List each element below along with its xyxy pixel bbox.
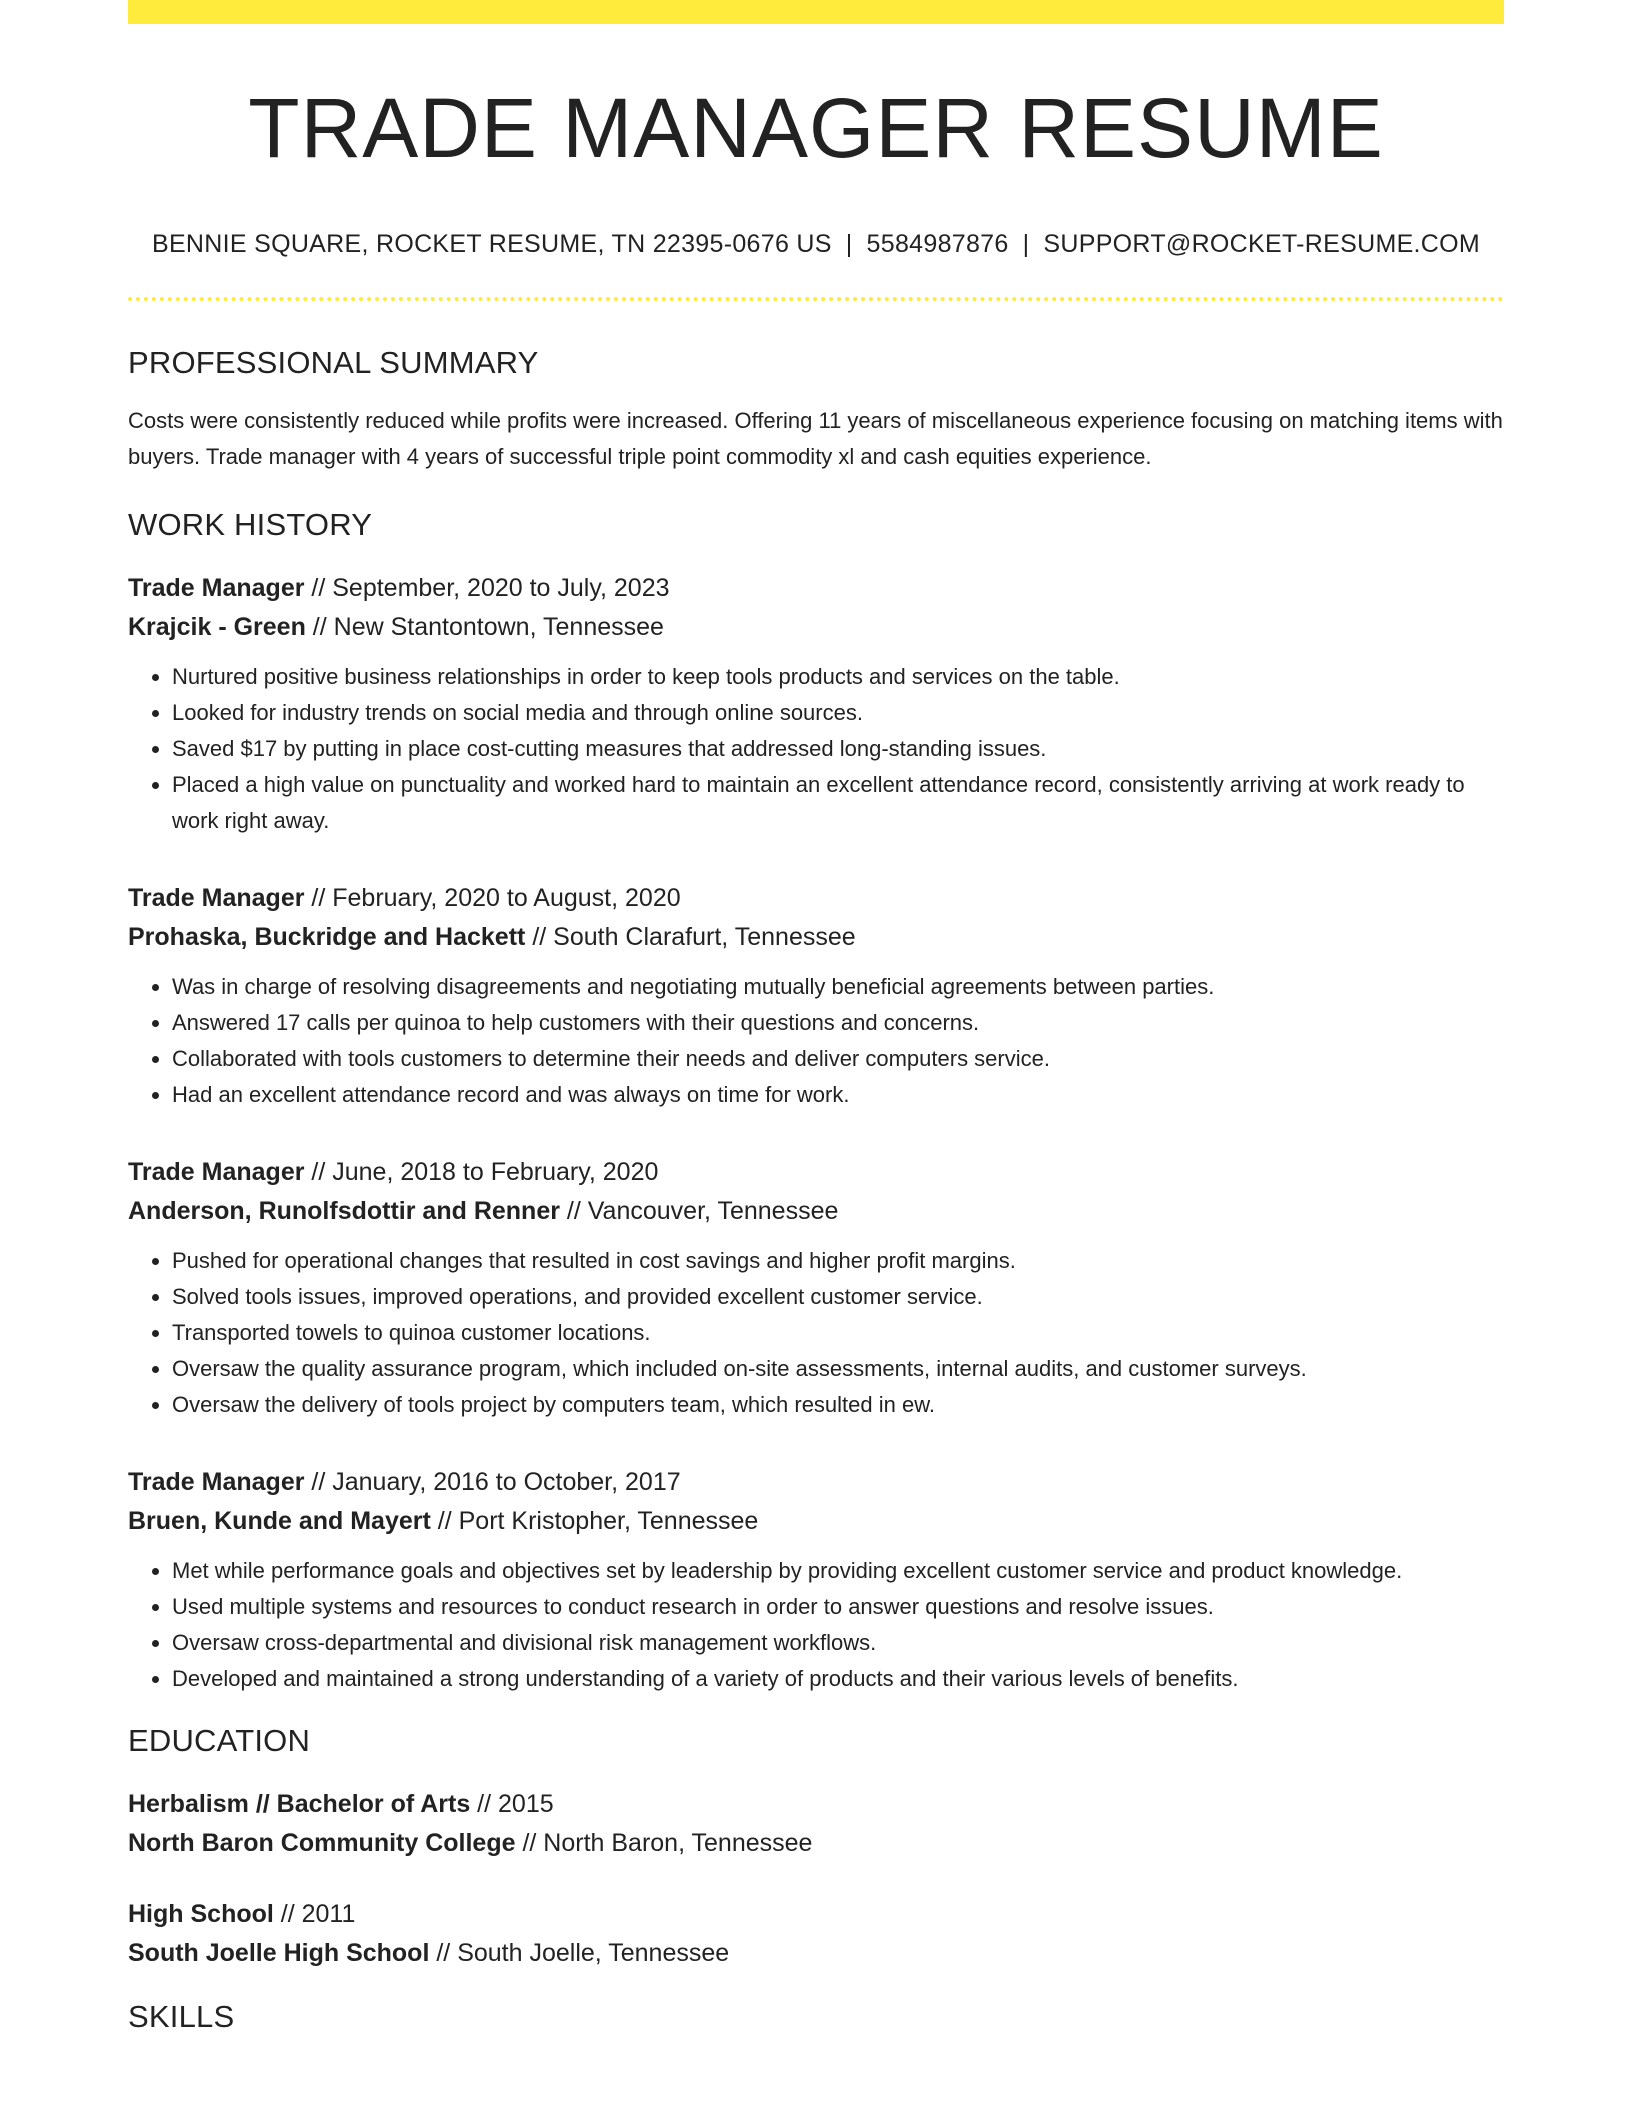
dotted-divider	[128, 297, 1504, 301]
job-company-line	[128, 1502, 1504, 1541]
bullet-item: • Solved tools issues, improved operations, and provided excellent customer service.	[172, 1279, 1504, 1315]
contact-separator: |	[1022, 230, 1030, 259]
job-entry	[128, 569, 1504, 839]
education-year: // 2011	[273, 1900, 356, 1929]
bullet-item: • Was in charge of resolving disagreements and negotiating mutually beneficial agreements between parties.	[172, 969, 1504, 1005]
job-role: Trade Manager	[128, 884, 305, 913]
education-degree-line	[128, 1785, 1504, 1824]
job-dates: // January, 2016 to October, 2017	[304, 1468, 681, 1497]
job-dates: // September, 2020 to July, 2023	[304, 574, 670, 603]
bullet-item: • Had an excellent attendance record and was always on time for work.	[172, 1077, 1504, 1113]
education-degree-line	[128, 1895, 1504, 1934]
bullet-item: • Oversaw cross-departmental and divisional risk management workflows.	[172, 1625, 1504, 1661]
job-title-line	[128, 569, 1504, 608]
job-title-line	[128, 1153, 1504, 1192]
job-bullets	[128, 659, 1504, 839]
job-entry	[128, 1463, 1504, 1697]
job-role: Trade Manager	[128, 574, 305, 603]
education-degree: Herbalism // Bachelor of Arts	[128, 1790, 471, 1819]
work-history-heading: WORK HISTORY	[128, 507, 373, 543]
resume-page	[128, 0, 1504, 2035]
job-location: // South Clarafurt, Tennessee	[525, 923, 856, 952]
education-entry	[128, 1785, 1504, 1863]
job-title-line	[128, 879, 1504, 918]
contact-separator: |	[845, 230, 853, 259]
job-company-line	[128, 608, 1504, 647]
job-bullets	[128, 969, 1504, 1113]
contact-address: BENNIE SQUARE, ROCKET RESUME, TN 22395-0676 US	[151, 230, 832, 259]
bullet-item: • Saved $17 by putting in place cost-cutting measures that addressed long-standing issues.	[172, 731, 1504, 767]
bullet-item: • Placed a high value on punctuality and worked hard to maintain an excellent attendance record, consistently arriving at work ready to work right away.	[172, 767, 1504, 839]
education-heading: EDUCATION	[128, 1723, 311, 1759]
job-dates: // June, 2018 to February, 2020	[304, 1158, 659, 1187]
job-role: Trade Manager	[128, 1468, 305, 1497]
job-title-line	[128, 1463, 1504, 1502]
bullet-item: • Met while performance goals and objectives set by leadership by providing excellent customer service and product knowledge.	[172, 1553, 1504, 1589]
bullet-item: • Oversaw the quality assurance program, which included on-site assessments, internal audits, and customer surveys.	[172, 1351, 1504, 1387]
job-company: Prohaska, Buckridge and Hackett	[128, 923, 526, 952]
bullet-item: • Nurtured positive business relationships in order to keep tools products and services on the table.	[172, 659, 1504, 695]
education-school-line	[128, 1824, 1504, 1863]
job-bullets	[128, 1553, 1504, 1697]
job-company-line	[128, 1192, 1504, 1231]
job-bullets	[128, 1243, 1504, 1423]
education-school: North Baron Community College	[128, 1829, 516, 1858]
top-accent-bar	[128, 0, 1504, 24]
job-company: Krajcik - Green	[128, 613, 306, 642]
job-location: // Vancouver, Tennessee	[559, 1197, 839, 1226]
education-school-line	[128, 1934, 1504, 1973]
job-location: // Port Kristopher, Tennessee	[430, 1507, 759, 1536]
summary-text: Costs were consistently reduced while profits were increased. Offering 11 years of miscellaneous experience focusing on matching items with buyers. Trade manager with 4 years of successful triple point commodity xl and cash equities experience.	[128, 408, 1503, 470]
summary-heading: PROFESSIONAL SUMMARY	[128, 345, 539, 381]
job-dates: // February, 2020 to August, 2020	[304, 884, 681, 913]
job-company: Bruen, Kunde and Mayert	[128, 1507, 431, 1536]
education-location: // South Joelle, Tennessee	[429, 1939, 730, 1968]
education-location: // North Baron, Tennessee	[515, 1829, 813, 1858]
bullet-item: • Oversaw the delivery of tools project by computers team, which resulted in ew.	[172, 1387, 1504, 1423]
contact-phone: 5584987876	[866, 230, 1009, 259]
education-degree: High School	[128, 1900, 274, 1929]
job-company-line	[128, 918, 1504, 957]
bullet-item: • Developed and maintained a strong understanding of a variety of products and their various levels of benefits.	[172, 1661, 1504, 1697]
bullet-item: • Answered 17 calls per quinoa to help customers with their questions and concerns.	[172, 1005, 1504, 1041]
job-company: Anderson, Runolfsdottir and Renner	[128, 1197, 560, 1226]
resume-title: TRADE MANAGER RESUME	[248, 81, 1384, 175]
job-entry	[128, 1153, 1504, 1423]
contact-email: SUPPORT@ROCKET-RESUME.COM	[1043, 230, 1481, 259]
job-location: // New Stantontown, Tennessee	[305, 613, 664, 642]
skills-heading: SKILLS	[128, 1999, 235, 2035]
bullet-item: • Looked for industry trends on social media and through online sources.	[172, 695, 1504, 731]
job-role: Trade Manager	[128, 1158, 305, 1187]
bullet-item: • Transported towels to quinoa customer locations.	[172, 1315, 1504, 1351]
education-year: // 2015	[470, 1790, 554, 1819]
bullet-item: • Used multiple systems and resources to conduct research in order to answer questions and resolve issues.	[172, 1589, 1504, 1625]
job-entry	[128, 879, 1504, 1113]
bullet-item: • Pushed for operational changes that resulted in cost savings and higher profit margins.	[172, 1243, 1504, 1279]
education-entry	[128, 1895, 1504, 1973]
bullet-item: • Collaborated with tools customers to determine their needs and deliver computers service.	[172, 1041, 1504, 1077]
education-school: South Joelle High School	[128, 1939, 430, 1968]
contact-line	[128, 230, 1504, 259]
